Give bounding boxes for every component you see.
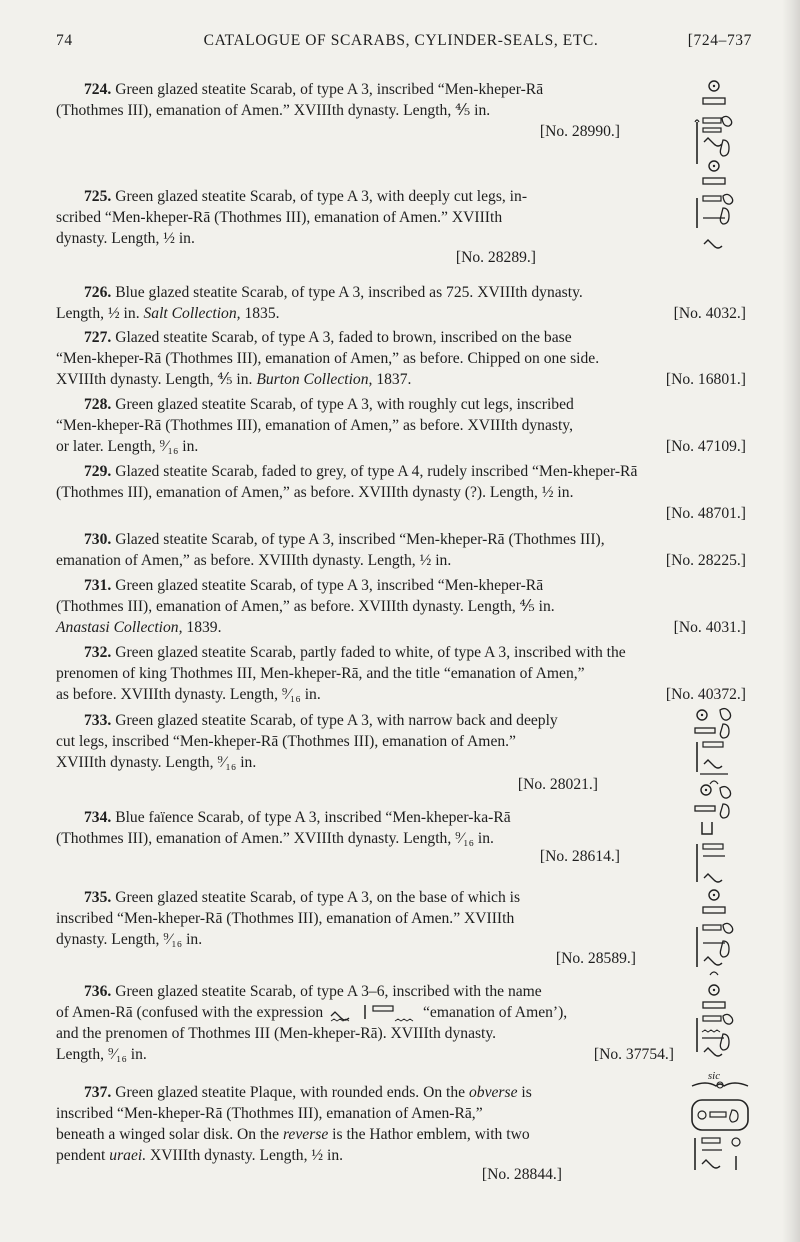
entry-range: [724–737 <box>687 32 752 49</box>
entry-731 <box>56 575 746 638</box>
entry-734 <box>56 807 652 867</box>
entry-text-line: (Thothmes III), emanation of Amen,” as before. XVIIIth dynasty (?). Length, ½ in. <box>56 484 574 501</box>
entry-text-line: “Men-kheper-Rā (Thothmes III), emanation of Amen,” as before. Chipped on one side. <box>56 350 600 367</box>
entry-number: 725. <box>84 188 112 205</box>
entry-text-line: Length, ½ in. <box>56 305 140 322</box>
running-title: CATALOGUE OF SCARABS, CYLINDER-SEALS, ETC. <box>203 32 599 49</box>
collection-year: 1835. <box>244 305 280 322</box>
museum-number: [No. 28614.] <box>539 848 620 865</box>
museum-number: [No. 4032.] <box>673 305 746 322</box>
uraei-term: uraei. <box>109 1147 147 1164</box>
entry-text-line: scribed “Men-kheper-Rā (Thothmes III), emanation of Amen.” XVIIIth <box>56 209 503 226</box>
entry-730 <box>56 529 746 571</box>
hieroglyph-cartouche-734 <box>690 782 738 892</box>
entry-number: 731. <box>84 577 112 594</box>
entry-726 <box>56 282 746 324</box>
entry-number: 727. <box>84 329 112 346</box>
entry-number: 733. <box>84 712 112 729</box>
hieroglyph-cartouche-736 <box>690 982 738 1082</box>
hieroglyph-cartouche-725 <box>690 158 738 258</box>
entry-text-line: “emanation of Amen’), <box>423 1004 568 1021</box>
entry-number: 737. <box>84 1084 112 1101</box>
entry-text-line: dynasty. Length, ⁹⁄₁₆ in. <box>56 931 203 948</box>
entry-text-line: “Men-kheper-Rā (Thothmes III), emanation of Amen,” as before. XVIIIth dynasty, <box>56 417 573 434</box>
entry-text-line: pendent <box>56 1147 106 1164</box>
museum-number: [No. 28990.] <box>539 123 620 140</box>
inline-hieroglyph-group <box>327 1002 419 1022</box>
museum-number: [No. 4031.] <box>673 619 746 636</box>
page-number: 74 <box>56 32 73 49</box>
entry-text-line: emanation of Amen,” as before. XVIIIth dynasty. Length, ½ in. <box>56 552 452 569</box>
museum-number: [No. 47109.] <box>665 438 746 455</box>
winged-disk-plaque-737 <box>688 1080 752 1174</box>
collection-name: Anastasi Collection, <box>56 619 183 636</box>
entry-text-line: XVIIIth dynasty. Length, ⁹⁄₁₆ in. <box>56 754 257 771</box>
entry-text-line: is <box>521 1084 532 1101</box>
museum-number: [No. 28589.] <box>555 950 636 967</box>
entry-735 <box>56 887 636 969</box>
museum-number: [No. 37754.] <box>593 1046 674 1063</box>
collection-name: Salt Collection, <box>143 305 241 322</box>
page-edge-shadow <box>782 0 800 1242</box>
entry-number: 732. <box>84 644 112 661</box>
entry-text-line: beneath a winged solar disk. On the <box>56 1126 280 1143</box>
entry-text-line: inscribed “Men-kheper-Rā (Thothmes III), emanation of Amen-Rā,” <box>56 1105 483 1122</box>
entry-number: 724. <box>84 81 112 98</box>
entry-text-line: of Amen-Rā (confused with the expression <box>56 1004 324 1021</box>
museum-number: [No. 28289.] <box>455 249 536 266</box>
entry-text-line: Blue faïence Scarab, of type A 3, inscribed “Men-kheper-ka-Rā <box>115 809 511 826</box>
entry-text-line: (Thothmes III), emanation of Amen.” XVIIIth dynasty. Length, ⁹⁄₁₆ in. <box>56 830 494 847</box>
entry-number: 728. <box>84 396 112 413</box>
entry-number: 736. <box>84 983 112 1000</box>
entry-text-line: (Thothmes III), emanation of Amen.” XVIIIth dynasty. Length, ⅘ in. <box>56 102 491 119</box>
entry-number: 734. <box>84 809 112 826</box>
entry-text-line: Green glazed steatite Plaque, with rounded ends. On the <box>115 1084 466 1101</box>
museum-number: [No. 40372.] <box>665 686 746 703</box>
entry-number: 730. <box>84 531 112 548</box>
entry-text-line: Blue glazed steatite Scarab, of type A 3, inscribed as 725. XVIIIth dynasty. <box>115 284 583 301</box>
entry-text-line: Glazed steatite Scarab, faded to grey, of type A 4, rudely inscribed “Men-kheper-Rā <box>115 463 638 480</box>
reverse-term: reverse <box>282 1126 329 1143</box>
entry-text-line: inscribed “Men-kheper-Rā (Thothmes III), emanation of Amen.” XVIIIth <box>56 910 515 927</box>
entry-text-line: Glazed steatite Scarab, of type A 3, inscribed “Men-kheper-Rā (Thothmes III), <box>115 531 605 548</box>
obverse-term: obverse <box>469 1084 518 1101</box>
entry-733 <box>56 710 656 795</box>
hieroglyph-cartouche-733 <box>690 706 738 790</box>
museum-number: [No. 28021.] <box>517 776 598 793</box>
entry-text-line: (Thothmes III), emanation of Amen,” as before. XVIIIth dynasty. Length, ⅘ in. <box>56 598 555 615</box>
museum-number: [No. 48701.] <box>665 505 746 522</box>
entry-728 <box>56 394 746 457</box>
museum-number: [No. 28225.] <box>665 552 746 569</box>
collection-name: Burton Collection, <box>256 371 373 388</box>
entry-number: 735. <box>84 889 112 906</box>
entry-text-line: cut legs, inscribed “Men-kheper-Rā (Thothmes III), emanation of Amen.” <box>56 733 516 750</box>
museum-number: [No. 16801.] <box>665 371 746 388</box>
entry-text-line: Green glazed steatite Scarab, of type A 3–6, inscribed with the name <box>115 983 542 1000</box>
collection-year: 1837. <box>376 371 412 388</box>
entry-text-line: prenomen of king Thothmes III, Men-kheper-Rā, and the title “emanation of Amen,” <box>56 665 585 682</box>
entry-text-line: is the Hathor emblem, with two <box>332 1126 530 1143</box>
entry-text-line: Green glazed steatite Scarab, of type A 3, with roughly cut legs, inscribed <box>115 396 574 413</box>
entry-text-line: Green glazed steatite Scarab, of type A 3, on the base of which is <box>115 889 521 906</box>
entry-725 <box>56 186 626 268</box>
entry-text-line: dynasty. Length, ½ in. <box>56 230 195 247</box>
sic-note: sic <box>707 1070 721 1082</box>
hieroglyph-cartouche-735 <box>690 887 738 979</box>
entry-737 <box>56 1082 676 1185</box>
entry-text-line: XVIIIth dynasty. Length, ½ in. <box>150 1147 344 1164</box>
entry-text-line: Green glazed steatite Scarab, of type A 3, inscribed “Men-kheper-Rā <box>115 577 544 594</box>
entry-729 <box>56 461 746 524</box>
entry-text-line: XVIIIth dynasty. Length, ⅘ in. <box>56 371 253 388</box>
entry-text-line: Green glazed steatite Scarab, of type A 3, with narrow back and deeply <box>115 712 558 729</box>
entry-724 <box>56 79 626 142</box>
museum-number: [No. 28844.] <box>481 1166 562 1183</box>
entry-text-line: Green glazed steatite Scarab, of type A 3, inscribed “Men-kheper-Rā <box>115 81 544 98</box>
hieroglyph-cartouche-724 <box>690 78 738 170</box>
entry-text-line: and the prenomen of Thothmes III (Men-kheper-Rā). XVIIIth dynasty. <box>56 1025 497 1042</box>
entry-727 <box>56 327 746 390</box>
entry-736 <box>56 981 674 1065</box>
entry-number: 729. <box>84 463 112 480</box>
running-header <box>56 32 752 54</box>
entry-text-line: as before. XVIIIth dynasty. Length, ⁹⁄₁₆ in. <box>56 686 321 703</box>
entry-text-line: Green glazed steatite Scarab, partly faded to white, of type A 3, inscribed with the <box>115 644 626 661</box>
entry-text-line: Green glazed steatite Scarab, of type A 3, with deeply cut legs, in- <box>115 188 528 205</box>
entry-number: 726. <box>84 284 112 301</box>
entry-text-line: or later. Length, ⁹⁄₁₆ in. <box>56 438 199 455</box>
entry-732 <box>56 642 746 705</box>
entry-text-line: Length, ⁹⁄₁₆ in. <box>56 1046 147 1063</box>
collection-year: 1839. <box>186 619 222 636</box>
entry-text-line: Glazed steatite Scarab, of type A 3, faded to brown, inscribed on the base <box>115 329 572 346</box>
